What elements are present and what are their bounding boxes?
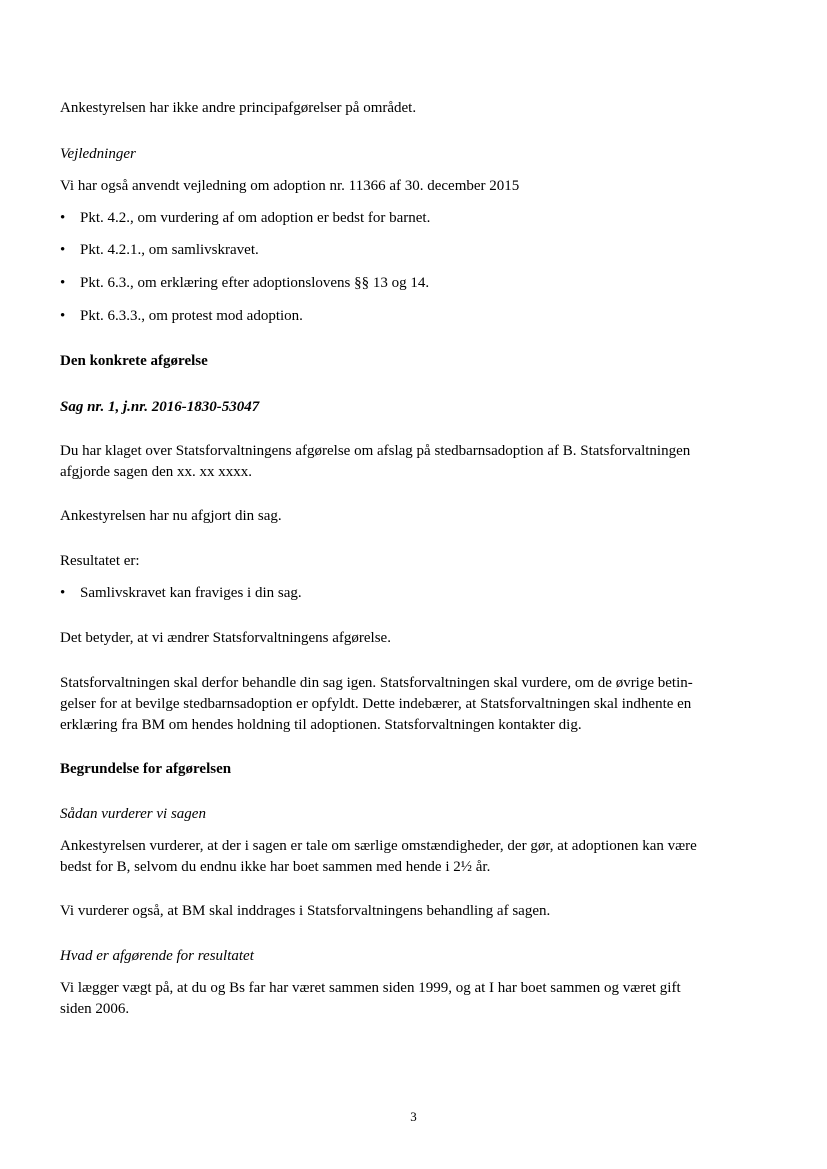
bullet-icon: •: [60, 275, 66, 291]
result-label: Resultatet er:: [60, 553, 140, 569]
text-line: bedst for B, selvom du endnu ikke har boet sammen med hende i 2½ år.: [60, 859, 491, 875]
decision-heading: Den konkrete afgørelse: [60, 353, 208, 369]
reasoning-paragraph-3: [60, 978, 770, 1020]
list-item-text: Pkt. 4.2., om vurdering af om adoption er bedst for barnet.: [80, 210, 431, 226]
guidance-intro: Vi har også anvendt vejledning om adoption nr. 11366 af 30. december 2015: [60, 178, 520, 194]
reasoning-paragraph-2: Vi vurderer også, at BM skal inddrages i Statsforvaltningens behandling af sagen.: [60, 903, 551, 919]
reasoning-subheading-1: Sådan vurderer vi sagen: [60, 806, 206, 822]
intro-line: Ankestyrelsen har ikke andre principafgørelser på området.: [60, 100, 417, 116]
bullet-icon: •: [60, 585, 66, 601]
text-line: gelser for at bevilge stedbarnsadoption er opfyldt. Dette indebærer, at Statsforvaltningen skal indhente en: [60, 696, 692, 712]
reasoning-paragraph-1: [60, 836, 770, 878]
list-item-text: Pkt. 6.3., om erklæring efter adoptionslovens §§ 13 og 14.: [80, 275, 430, 291]
text-line: Du har klaget over Statsforvaltningens afgørelse om afslag på stedbarnsadoption af B. Statsforvaltningen: [60, 443, 691, 459]
text-line: erklæring fra BM om hendes holdning til adoptionen. Statsforvaltningen kontakter dig.: [60, 717, 582, 733]
decision-paragraph-4: [60, 673, 770, 736]
text-line: siden 2006.: [60, 1001, 130, 1017]
list-item-text: Pkt. 4.2.1., om samlivskravet.: [80, 242, 259, 258]
decision-paragraph-2: Ankestyrelsen har nu afgjort din sag.: [60, 508, 282, 524]
text-line: Vi lægger vægt på, at du og Bs far har været sammen siden 1999, og at I har boet sammen og været gift: [60, 980, 681, 996]
list-item-text: Pkt. 6.3.3., om protest mod adoption.: [80, 308, 303, 324]
list-item-text: Samlivskravet kan fraviges i din sag.: [80, 585, 302, 601]
text-line: Statsforvaltningen skal derfor behandle din sag igen. Statsforvaltningen skal vurdere, om de øvrige betin-: [60, 675, 693, 691]
decision-paragraph-1: [60, 441, 770, 483]
bullet-icon: •: [60, 210, 66, 226]
bullet-icon: •: [60, 242, 66, 258]
decision-paragraph-3: Det betyder, at vi ændrer Statsforvaltningens afgørelse.: [60, 630, 391, 646]
text-line: afgjorde sagen den xx. xx xxxx.: [60, 464, 253, 480]
reasoning-subheading-2: Hvad er afgørende for resultatet: [60, 948, 254, 964]
page-number: 3: [410, 1109, 417, 1124]
text-line: Ankestyrelsen vurderer, at der i sagen er tale om særlige omstændigheder, der gør, at adoptionen kan være: [60, 838, 697, 854]
bullet-icon: •: [60, 308, 66, 324]
case-title: Sag nr. 1, j.nr. 2016-1830-53047: [60, 399, 260, 415]
guidance-heading: Vejledninger: [60, 146, 136, 162]
reasoning-heading: Begrundelse for afgørelsen: [60, 761, 232, 777]
